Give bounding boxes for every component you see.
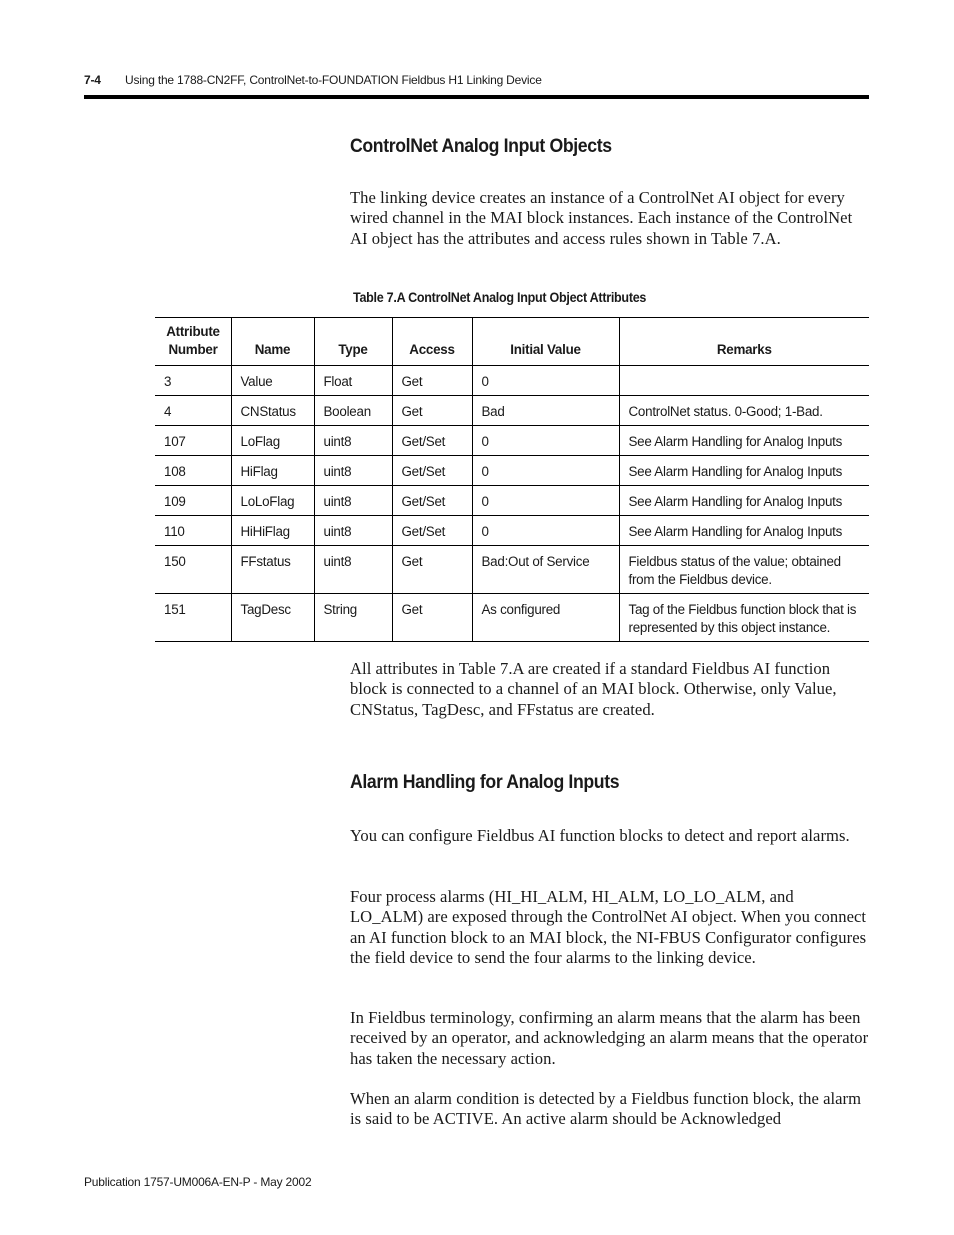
table-cell: 0 [472, 366, 619, 396]
table-cell: FFstatus [231, 546, 314, 594]
table-cell: Get/Set [392, 426, 472, 456]
table-cell: HiHiFlag [231, 516, 314, 546]
table-caption: Table 7.A ControlNet Analog Input Object Attributes [353, 290, 647, 305]
table-cell: As configured [472, 594, 619, 642]
table-cell: LoLoFlag [231, 486, 314, 516]
table-cell: uint8 [314, 516, 392, 546]
attributes-table [155, 317, 869, 642]
column-header [155, 318, 231, 366]
page-header [84, 73, 869, 91]
table-row [155, 486, 869, 516]
table-cell: uint8 [314, 546, 392, 594]
table-cell: Value [231, 366, 314, 396]
table-row [155, 456, 869, 486]
table-cell: HiFlag [231, 456, 314, 486]
column-header: Access [392, 318, 472, 366]
section-heading-analog-input-objects: ControlNet Analog Input Objects [350, 136, 612, 157]
table-cell: Float [314, 366, 392, 396]
table-cell: LoFlag [231, 426, 314, 456]
table-header-row [155, 318, 869, 366]
table-cell: String [314, 594, 392, 642]
after-table-paragraph: All attributes in Table 7.A are created if a standard Fieldbus AI function block is connected to a channel of an MAI block. Otherwise, only Value, CNStatus, TagDesc, and FFstatus are created. [350, 659, 837, 719]
table-cell: Get [392, 546, 472, 594]
table-cell: ControlNet status. 0-Good; 1-Bad. [619, 396, 869, 426]
table-cell: Get [392, 366, 472, 396]
running-title: Using the 1788-CN2FF, ControlNet-to-FOUNDATION Fieldbus H1 Linking Device [125, 73, 542, 87]
table-cell: 3 [155, 366, 231, 396]
column-header: Name [231, 318, 314, 366]
table-cell: See Alarm Handling for Analog Inputs [619, 456, 869, 486]
table-cell: 110 [155, 516, 231, 546]
table-cell: Tag of the Fieldbus function block that is represented by this object instance. [619, 594, 869, 642]
table-cell: See Alarm Handling for Analog Inputs [619, 516, 869, 546]
table-cell: uint8 [314, 486, 392, 516]
header-rule [84, 95, 869, 99]
table-cell: Boolean [314, 396, 392, 426]
table-row [155, 546, 869, 594]
table-row [155, 516, 869, 546]
table-cell: Bad:Out of Service [472, 546, 619, 594]
table-cell [619, 366, 869, 396]
table-row [155, 396, 869, 426]
page-number: 7-4 [84, 73, 101, 87]
table-cell: 151 [155, 594, 231, 642]
table-cell: CNStatus [231, 396, 314, 426]
table-cell: 109 [155, 486, 231, 516]
body-paragraph: When an alarm condition is detected by a Fieldbus function block, the alarm is said to be ACTIVE. An active alarm should be Acknowledged [350, 1089, 862, 1129]
table-cell: uint8 [314, 456, 392, 486]
column-header-label: Attribute Number [166, 324, 220, 357]
intro-paragraph: The linking device creates an instance of a ControlNet AI object for every wired channel in the MAI block instances. Each instance of the ControlNet AI object has the attributes and access rules shown in Table 7.A. [350, 188, 853, 248]
body-paragraph: Four process alarms (HI_HI_ALM, HI_ALM, LO_LO_ALM, and LO_ALM) are exposed through the ControlNet AI object. When you connect an AI function block to an MAI block, the NI-FBUS Configurator configures the field device to send the four alarms to the linking device. [350, 887, 867, 968]
table-cell: Get/Set [392, 486, 472, 516]
column-header: Initial Value [472, 318, 619, 366]
table-row [155, 594, 869, 642]
table-cell: Get [392, 396, 472, 426]
table-cell: See Alarm Handling for Analog Inputs [619, 426, 869, 456]
table-cell: 107 [155, 426, 231, 456]
table-cell: Get/Set [392, 456, 472, 486]
table-cell: Fieldbus status of the value; obtained from the Fieldbus device. [619, 546, 869, 594]
table-cell: 108 [155, 456, 231, 486]
table-cell: Get/Set [392, 516, 472, 546]
table-cell: 0 [472, 486, 619, 516]
table-cell: Bad [472, 396, 619, 426]
section-heading-alarm-handling: Alarm Handling for Analog Inputs [350, 772, 620, 793]
table-row [155, 366, 869, 396]
table-cell: TagDesc [231, 594, 314, 642]
column-header: Type [314, 318, 392, 366]
table-cell: 0 [472, 516, 619, 546]
table-cell: uint8 [314, 426, 392, 456]
table-cell: See Alarm Handling for Analog Inputs [619, 486, 869, 516]
page-footer: Publication 1757-UM006A-EN-P - May 2002 [84, 1175, 312, 1189]
body-paragraph: In Fieldbus terminology, confirming an alarm means that the alarm has been received by an operator, and acknowledging an alarm means that the operator has taken the necessary action. [350, 1008, 869, 1068]
table-cell: 150 [155, 546, 231, 594]
table-cell: 4 [155, 396, 231, 426]
table-cell: 0 [472, 426, 619, 456]
table-row [155, 426, 869, 456]
table-cell: Get [392, 594, 472, 642]
table-body [155, 366, 869, 642]
table-cell: 0 [472, 456, 619, 486]
body-paragraph: You can configure Fieldbus AI function blocks to detect and report alarms. [350, 826, 850, 845]
column-header: Remarks [619, 318, 869, 366]
